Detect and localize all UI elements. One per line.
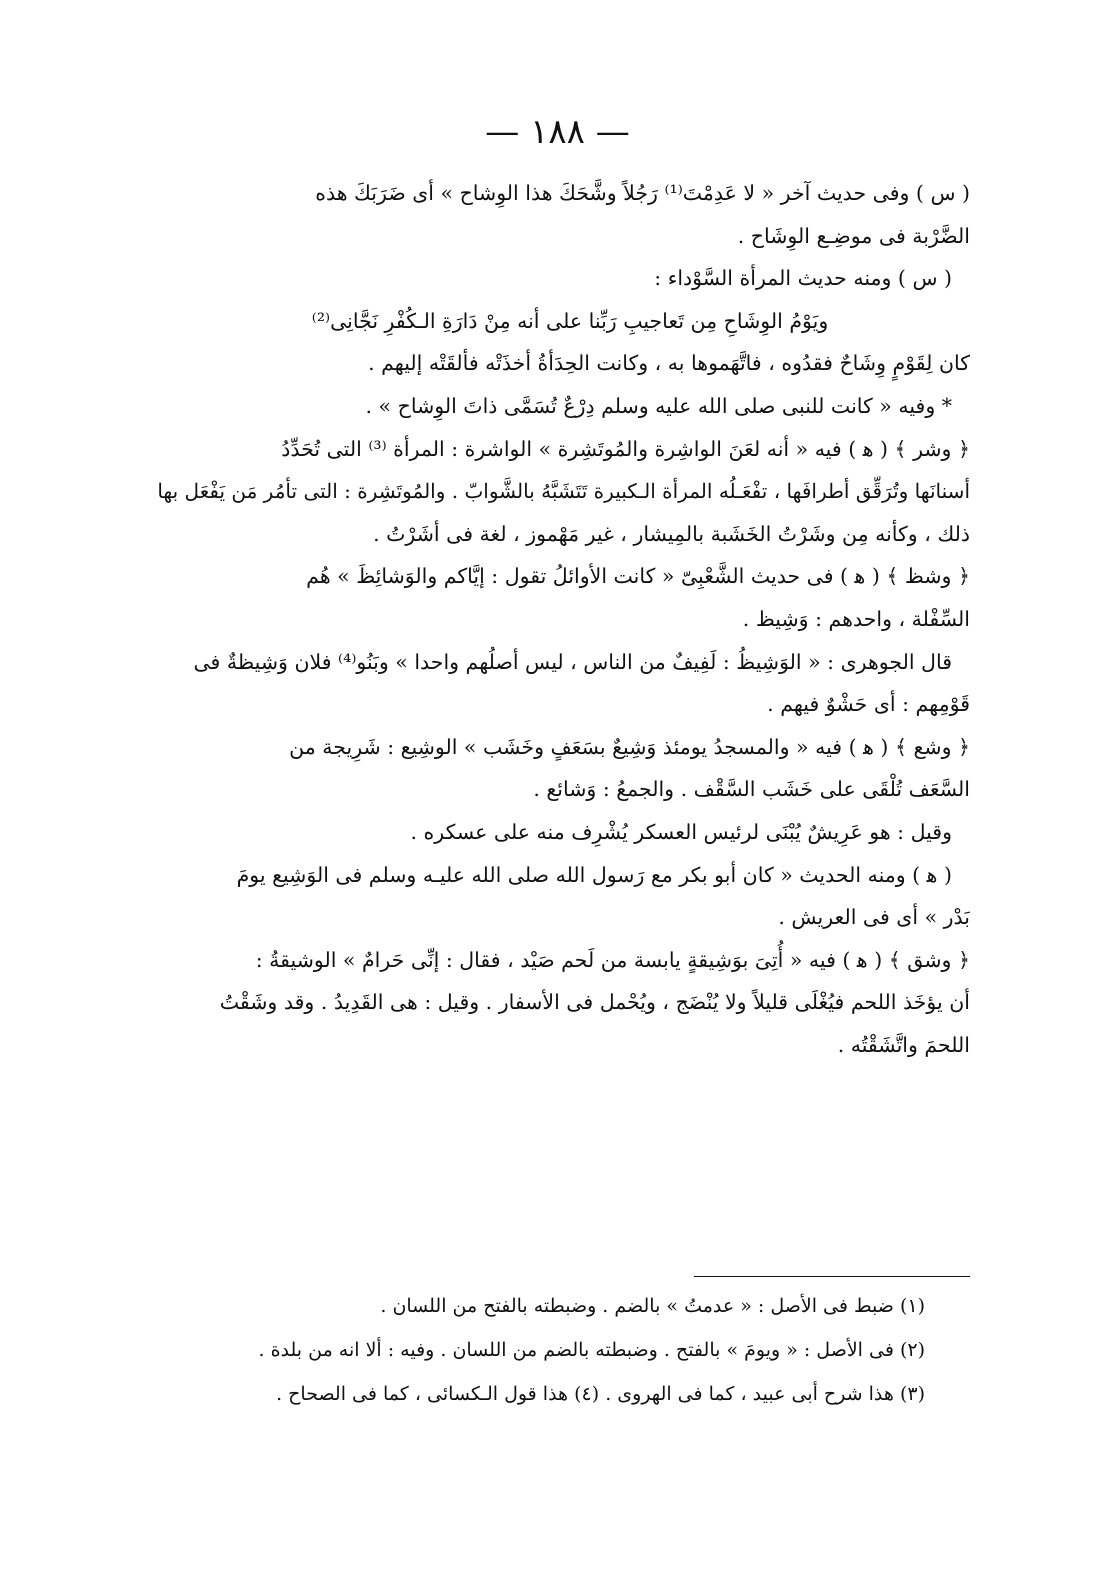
text-line: ( س ) وفى حديث آخر « لا عَدِمْتَ⁽¹⁾ رَجُلاً وشَّحَكَ هذا الوِشاح » أى ضَرَبَكَ هذه	[315, 181, 970, 205]
text-line: ذلك ، وكأنه مِن وشَرْتُ الخَشَبة بالمِيشار ، غير مَهْموز ، لغة فى أشَرْتُ .	[373, 521, 970, 546]
entry-heading-line: ﴿ وشظ ﴾ ( ﻫ ) فى حديث الشَّعْبِىّ « كانت الأوائلُ تقول : إيَّاكم والوَشائِظَ » هُم	[306, 564, 970, 589]
entry-heading-line: ﴿ وشر ﴾ ( ﻫ ) فيه « أنه لعَنَ الواشِرة والمُوتَشِرة » الواشرة : المرأة ⁽³⁾ التى تُحَدِّدُ	[281, 436, 970, 461]
text-line: اللحمَ واتَّشَقْتُه .	[837, 1032, 970, 1057]
footnote-divider	[694, 1276, 970, 1277]
text-line: الضَّرْبة فى موضِـع الوِشَاح .	[737, 223, 970, 248]
text-line: السِّفْلة ، واحدهم : وَشِيظ .	[742, 606, 970, 631]
text-line: أسنانَها وتُرَقِّق أطرافَها ، تفْعَـلُه المرأة الـكبيرة تَتَشَبَّهُ بالشَّوابّ . والمُوتَشِرة : التى تأمُر مَن يَفْعَل بها	[157, 479, 970, 504]
text-line: * وفيه « كانت للنبى صلى الله عليه وسلم دِرْعٌ تُسَمَّى ذاتَ الوِشاح » .	[365, 393, 952, 418]
text-line: بَدْر » أى فى العريش .	[778, 905, 970, 930]
text-line: وقيل : هو عَرِيشٌ يُبْنَى لرئيس العسكر يُشْرِف منه على عسكره .	[410, 819, 952, 844]
text-line: أن يؤخَذ اللحم فيُغْلَى قليلاً ولا يُنْضَج ، ويُحْمل فى الأسفار . وقيل : هى القَدِيدُ . وقد وشَقْتُ	[219, 990, 970, 1015]
verse-line: ويَوْمُ الوِشَاحِ مِن تَعاجيبِ رَبِّنا على أنه مِنْ دَارَةِ الـكُفْرِ نَجَّانِى⁽²⁾	[311, 308, 829, 333]
page-number: — ١٨٨ —	[485, 112, 630, 152]
text-line: ( س ) ومنه حديث المرأة السَّوْداء :	[654, 266, 952, 291]
text-line: السَّعَف تُلْقَى على خَشَب السَّقْف . والجمعُ : وَشائع .	[533, 777, 970, 802]
footnotes	[150, 1284, 925, 1416]
text-line: ( ﻫ ) ومنه الحديث « كان أبو بكر مع رَسول الله صلى الله عليـه وسلم فى الوَشِيع يومَ	[236, 862, 952, 887]
text-line: كان لِقَوْمٍ وِشَاحٌ فقدُوه ، فاتَّهَموها به ، وكانت الحِدَأةُ أخذَتْه فألقَتْه إليهم .	[368, 351, 970, 376]
text-line: قَوْمِهم : أى حَشْوٌ فيهم .	[767, 692, 970, 717]
footnote: (١) ضبط فى الأصل : « عدمتُ » بالضم . وضبطته بالفتح من اللسان .	[380, 1295, 925, 1317]
text-line: قال الجوهرى : « الوَشِيظُ : لَفِيفٌ من الناس ، ليس أصلُهم واحدا » وبَنُو⁽⁴⁾ فلان وَشِيظةٌ فى	[193, 649, 952, 674]
entry-heading-line: ﴿ وشق ﴾ ( ﻫ ) فيه « أُتِىَ بوَشِيقةٍ يابسة من لَحم صَيْد ، فقال : إنِّى حَرامٌ » الوشيقةُ :	[255, 947, 970, 972]
main-text	[150, 172, 970, 1066]
entry-heading-line: ﴿ وشع ﴾ ( ﻫ ) فيه « والمسجدُ يومئذ وَشِيعٌ بسَعَفٍ وخَشَب » الوشِيع : شَرِيجة من	[289, 734, 970, 759]
footnote: (٣) هذا شرح أبى عبيد ، كما فى الهروى . (٤) هذا قول الـكسائى ، كما فى الصحاح .	[276, 1383, 925, 1405]
footnote: (٢) فى الأصل : « ويومَ » بالفتح . وضبطته بالضم من اللسان . وفيه : ألا انه من بلدة .	[258, 1339, 925, 1361]
